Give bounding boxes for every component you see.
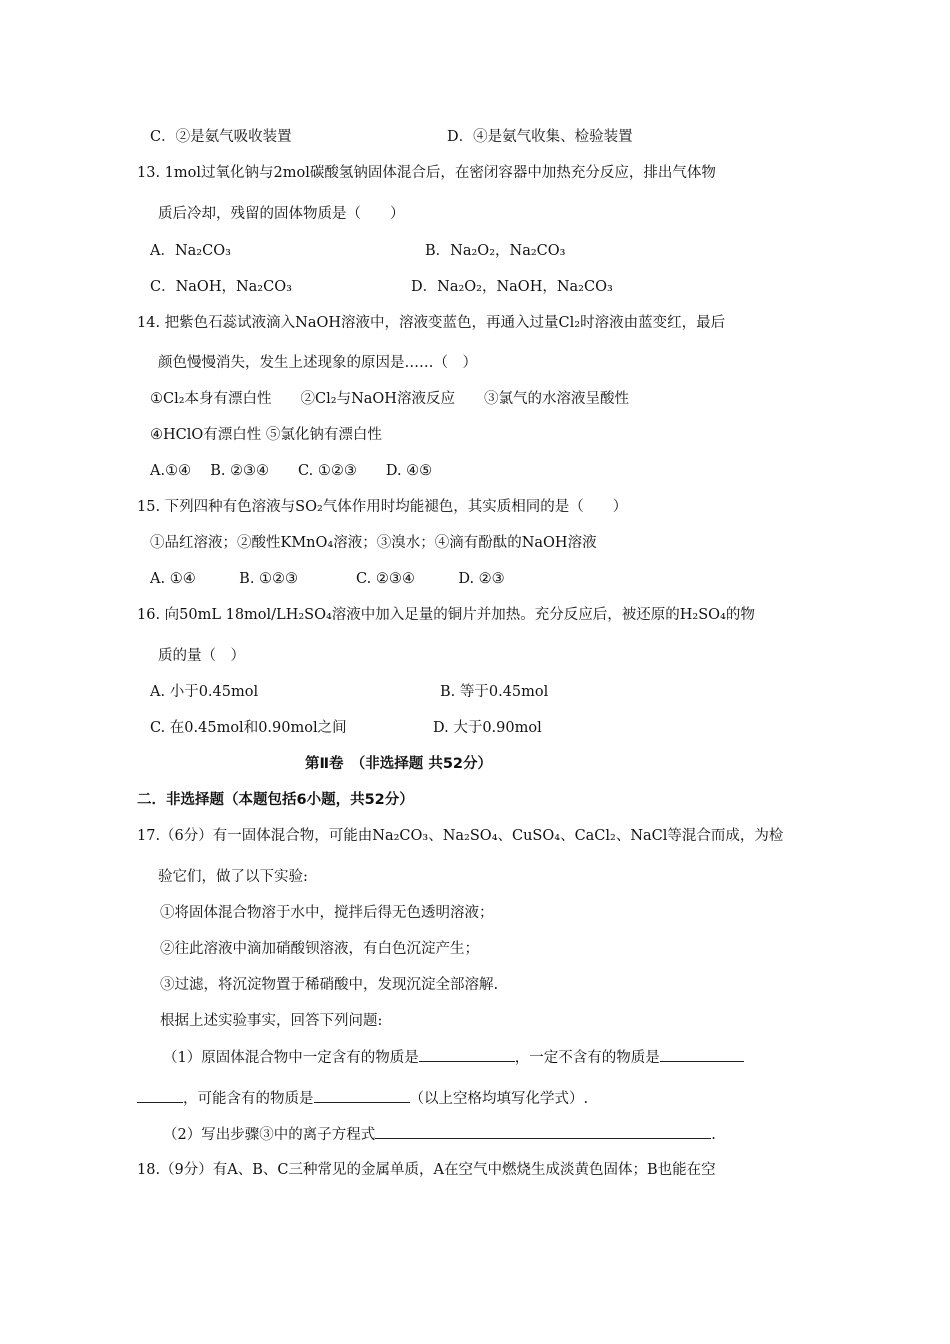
q16-option-d: D. 大于0.90mol — [433, 720, 542, 736]
q18-stem-line1: 18.（9分）有A、B、C三种常见的金属单质，A在空气中燃烧生成淡黄色固体；B也能在空 — [137, 1162, 716, 1178]
q16-option-b: B. 等于0.45mol — [440, 684, 549, 700]
q13-option-d: D．Na₂O₂，NaOH，Na₂CO₃ — [411, 279, 613, 295]
q14-stem-line2: 颜色慢慢消失，发生上述现象的原因是……（ ） — [158, 355, 477, 371]
q16-stem-line1: 16. 向50mL 18mol/LH₂SO₄溶液中加入足量的铜片并加热。充分反应后，被还原的H₂SO₄的物 — [137, 607, 755, 623]
q15-stem-line1: 15. 下列四种有色溶液与SO₂气体作用时均能褪色，其实质相同的是（ ） — [137, 499, 628, 515]
q17-sub2-line — [163, 1124, 716, 1145]
q17-sub1-text-d: （以上空格均填写化学式）. — [409, 1091, 589, 1107]
answer-blank-2[interactable] — [660, 1047, 744, 1062]
q14-statements-line1: ①Cl₂本身有漂白性 ②Cl₂与NaOH溶液反应 ③氯气的水溶液呈酸性 — [150, 391, 629, 407]
q14-statements-line2: ④HClO有漂白性 ⑤氯化钠有漂白性 — [150, 427, 382, 443]
q16-stem-line2: 质的量（ ） — [158, 648, 245, 664]
q13-option-c: C．NaOH，Na₂CO₃ — [150, 279, 292, 295]
q17-stem-line1: 17.（6分）有一固体混合物，可能由Na₂CO₃、Na₂SO₄、CuSO₄、CaCl₂、NaCl等混合而成，为检 — [137, 828, 784, 844]
q17-sub1-text-b: ，一定不含有的物质是 — [514, 1050, 660, 1066]
q12-option-c: C．②是氨气吸收装置 — [150, 129, 292, 145]
q15-options: A. ①④ B. ①②③ C. ②③④ D. ②③ — [150, 571, 505, 587]
answer-blank-3[interactable] — [314, 1088, 410, 1103]
q14-stem-line1: 14. 把紫色石蕊试液滴入NaOH溶液中，溶液变蓝色，再通入过量Cl₂时溶液由蓝变红，最后 — [137, 315, 726, 331]
q17-sub2-end: . — [711, 1127, 716, 1143]
q13-option-a: A．Na₂CO₃ — [150, 243, 231, 259]
q12-option-d: D．④是氨气收集、检验装置 — [447, 129, 633, 145]
section-subtitle: 二．非选择题（本题包括6小题，共52分） — [137, 792, 414, 808]
q17-sub2-text: （2）写出步骤③中的离子方程式 — [163, 1127, 376, 1143]
q13-stem-line2: 质后冷却，残留的固体物质是（ ） — [158, 206, 405, 222]
q17-sub1-text-c: ，可能含有的物质是 — [183, 1091, 314, 1107]
q16-option-a: A. 小于0.45mol — [150, 684, 259, 700]
q17-sub1-text-a: （1）原固体混合物中一定含有的物质是 — [163, 1050, 419, 1066]
q17-stem-line2: 验它们，做了以下实验: — [158, 869, 308, 885]
q17-step-2: ②往此溶液中滴加硝酸钡溶液，有白色沉淀产生； — [160, 941, 479, 957]
q15-stem-line2: ①品红溶液；②酸性KMnO₄溶液；③溴水；④滴有酚酞的NaOH溶液 — [150, 535, 597, 551]
q13-stem-line1: 13. 1mol过氧化钠与2mol碳酸氢钠固体混合后，在密闭容器中加热充分反应，排出气体物 — [137, 165, 716, 181]
q17-prompt: 根据上述实验事实，回答下列问题: — [160, 1013, 383, 1029]
q13-option-b: B．Na₂O₂，Na₂CO₃ — [425, 243, 566, 259]
answer-blank-2-cont[interactable] — [137, 1088, 183, 1103]
q17-sub1-line2 — [137, 1088, 588, 1109]
q16-option-c: C. 在0.45mol和0.90mol之间 — [150, 720, 347, 736]
answer-blank-4[interactable] — [375, 1124, 711, 1139]
q17-sub1-line1 — [163, 1047, 744, 1068]
answer-blank-1[interactable] — [419, 1047, 515, 1062]
q14-options: A.①④ B. ②③④ C. ①②③ D. ④⑤ — [150, 463, 433, 479]
q17-step-1: ①将固体混合物溶于水中，搅拌后得无色透明溶液； — [160, 905, 494, 921]
q17-step-3: ③过滤，将沉淀物置于稀硝酸中，发现沉淀全部溶解. — [160, 977, 499, 993]
section-title: 第Ⅱ卷 （非选择题 共52分） — [305, 756, 493, 772]
